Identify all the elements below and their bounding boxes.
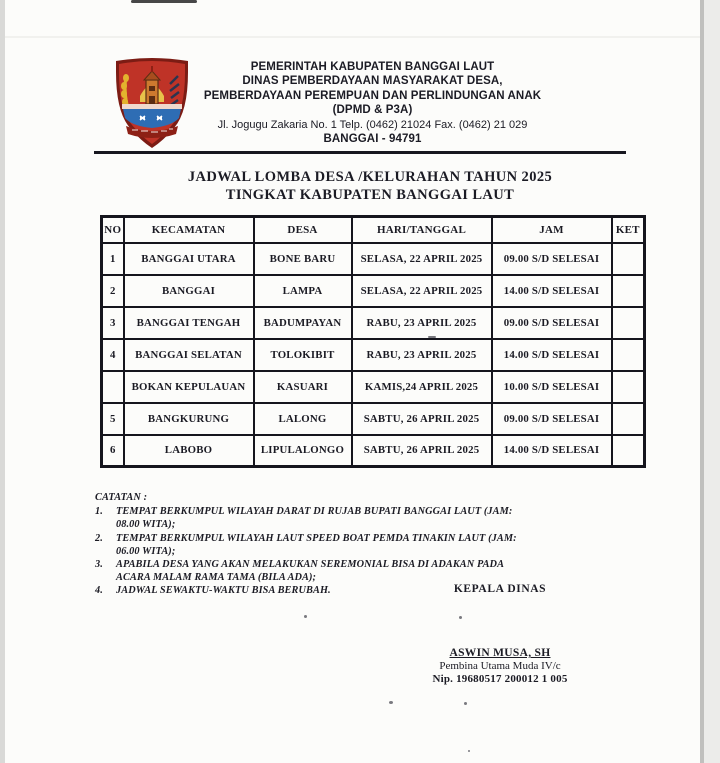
cell-jam: 14.00 S/D SELESAI — [492, 275, 612, 307]
note-number: 1. — [95, 506, 103, 518]
cell-kecamatan: BANGGAI TENGAH — [124, 307, 254, 339]
cell-desa: TOLOKIBIT — [254, 339, 352, 371]
cell-hari: SELASA, 22 APRIL 2025 — [352, 275, 492, 307]
cell-jam: 14.00 S/D SELESAI — [492, 339, 612, 371]
note-number: 2. — [95, 532, 103, 544]
letterhead-office-1: DINAS PEMBERDAYAAN MASYARAKAT DESA, — [242, 75, 503, 88]
cell-hari: SELASA, 22 APRIL 2025 — [352, 243, 492, 275]
header-ket: KET — [612, 217, 645, 243]
cell-kecamatan: BANGGAI — [124, 275, 254, 307]
scan-noise — [389, 701, 393, 704]
scan-noise — [464, 702, 467, 705]
signature-name: ASWIN MUSA, SH — [449, 647, 551, 659]
cell-hari: RABU, 23 APRIL 2025 — [352, 339, 492, 371]
cell-ket — [612, 275, 645, 307]
cell-kecamatan: LABOBO — [124, 435, 254, 467]
letterhead-government: PEMERINTAH KABUPATEN BANGGAI LAUT — [250, 61, 495, 73]
cell-no: 3 — [102, 307, 124, 339]
cell-ket — [612, 435, 645, 467]
signature-block — [400, 583, 600, 685]
notes-section — [95, 491, 535, 598]
cell-no: 1 — [102, 243, 124, 275]
letterhead — [200, 60, 545, 146]
note-item — [95, 505, 535, 531]
note-text: JADWAL SEWAKTU-WAKTU BISA BERUBAH. — [116, 585, 331, 597]
cell-hari: KAMIS,24 APRIL 2025 — [352, 371, 492, 403]
cell-no: 2 — [102, 275, 124, 307]
scan-noise — [468, 750, 470, 752]
banggai-laut-crest-logo — [110, 56, 194, 150]
cell-jam: 10.00 S/D SELESAI — [492, 371, 612, 403]
cell-jam: 09.00 S/D SELESAI — [492, 307, 612, 339]
table-header-row — [102, 217, 645, 243]
document-title — [64, 168, 676, 204]
note-number: 4. — [95, 585, 103, 597]
note-item — [95, 558, 535, 584]
cell-kecamatan: BANGGAI UTARA — [124, 243, 254, 275]
cell-desa: BADUMPAYAN — [254, 307, 352, 339]
table-row — [102, 435, 645, 467]
cell-ket — [612, 243, 645, 275]
header-jam: JAM — [492, 217, 612, 243]
table-row — [102, 339, 645, 371]
cell-jam: 09.00 S/D SELESAI — [492, 243, 612, 275]
note-item — [95, 532, 535, 558]
cell-desa: KASUARI — [254, 371, 352, 403]
letterhead-office-2: PEMBERDAYAAN PEREMPUAN DAN PERLINDUNGAN ANAK — [203, 89, 542, 102]
cell-ket — [612, 371, 645, 403]
scan-noise — [304, 615, 307, 618]
cell-no: 6 — [102, 435, 124, 467]
table-row — [102, 307, 645, 339]
header-no: NO — [102, 217, 124, 243]
signature-nip: Nip. 19680517 200012 1 005 — [432, 673, 568, 685]
cell-no: 4 — [102, 339, 124, 371]
letterhead-city-postal: BANGGAI - 94791 — [323, 133, 422, 146]
cell-ket — [612, 339, 645, 371]
cell-no: 5 — [102, 403, 124, 435]
header-desa: DESA — [254, 217, 352, 243]
scan-smudge — [131, 0, 197, 3]
notes-title: CATATAN : — [95, 492, 148, 503]
cell-hari: RABU, 23 APRIL 2025 — [352, 307, 492, 339]
cell-desa: LIPULALONGO — [254, 435, 352, 467]
cell-ket — [612, 307, 645, 339]
table-row — [102, 403, 645, 435]
letterhead-address: Jl. Jogugu Zakaria No. 1 Telp. (0462) 21024 Fax. (0462) 21 029 — [217, 118, 528, 131]
cell-desa: LAMPA — [254, 275, 352, 307]
cell-hari: SABTU, 26 APRIL 2025 — [352, 435, 492, 467]
letterhead-abbreviation: (DPMD & P3A) — [332, 104, 413, 117]
document-title-line1: JADWAL LOMBA DESA /KELURAHAN TAHUN 2025 — [187, 169, 553, 185]
cell-kecamatan: BOKAN KEPULAUAN — [124, 371, 254, 403]
cell-desa: BONE BARU — [254, 243, 352, 275]
cell-kecamatan: BANGGAI SELATAN — [124, 339, 254, 371]
letterhead-divider — [94, 151, 626, 154]
cell-desa: LALONG — [254, 403, 352, 435]
signature-title: KEPALA DINAS — [453, 583, 547, 595]
cell-no — [102, 371, 124, 403]
cell-jam: 09.00 S/D SELESAI — [492, 403, 612, 435]
note-text: TEMPAT BERKUMPUL WILAYAH LAUT SPEED BOAT PEMDA TINAKIN LAUT (JAM: 06.00 WITA); — [116, 532, 517, 557]
note-text: APABILA DESA YANG AKAN MELAKUKAN SEREMONIAL BISA DI ADAKAN PADA ACARA MALAM RAMA TAMA (BILA ADA); — [116, 559, 505, 584]
schedule-table — [100, 215, 646, 468]
cell-kecamatan: BANGKURUNG — [124, 403, 254, 435]
cell-ket — [612, 403, 645, 435]
note-number: 3. — [95, 559, 103, 571]
cell-jam: 14.00 S/D SELESAI — [492, 435, 612, 467]
header-hari: HARI/TANGGAL — [352, 217, 492, 243]
document-title-line2: TINGKAT KABUPATEN BANGGAI LAUT — [225, 187, 515, 203]
scan-top-band — [5, 36, 700, 38]
table-row — [102, 275, 645, 307]
note-text: TEMPAT BERKUMPUL WILAYAH DARAT DI RUJAB BUPATI BANGGAI LAUT (JAM: 08.00 WITA); — [116, 506, 513, 531]
table-row — [102, 243, 645, 275]
header-kecamatan: KECAMATAN — [124, 217, 254, 243]
cell-hari: SABTU, 26 APRIL 2025 — [352, 403, 492, 435]
table-row — [102, 371, 645, 403]
signature-rank: Pembina Utama Muda IV/c — [439, 660, 561, 672]
page-edge-left — [0, 0, 5, 763]
page-edge-right — [704, 0, 720, 763]
